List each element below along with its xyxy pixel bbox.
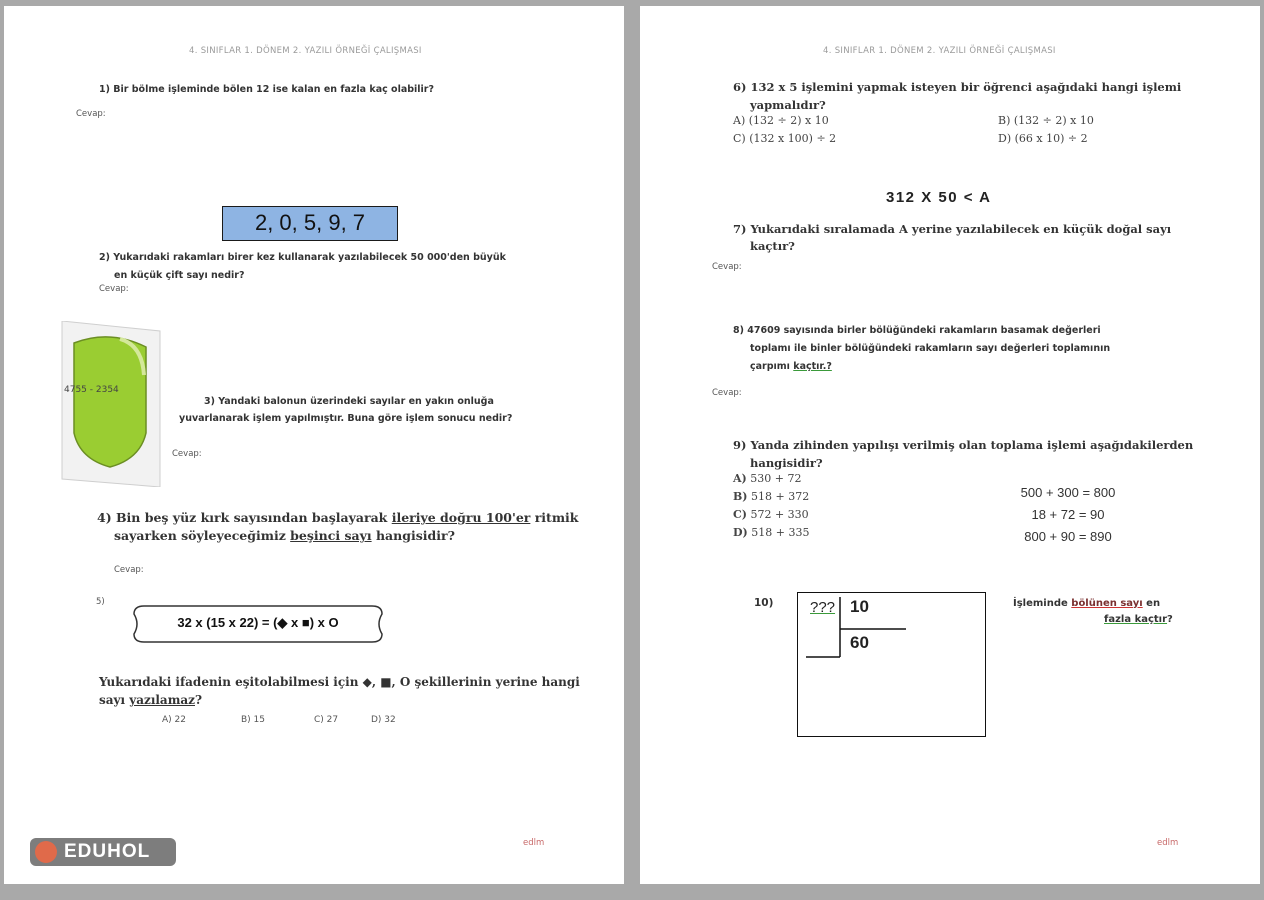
expression-text: 32 x (15 x 22) = (◆ x ■) x O bbox=[177, 615, 339, 630]
question-2-line-1: 2) Yukarıdaki rakamları birer kez kullanarak yazılabilecek 50 000'den büyük bbox=[99, 252, 506, 263]
divisor: 10 bbox=[850, 597, 869, 616]
question-5-number: 5) bbox=[96, 597, 105, 607]
logo-icon bbox=[35, 841, 57, 863]
option-d: D) 32 bbox=[371, 715, 396, 725]
question-5-line-1: Yukarıdaki ifadenin eşitolabilmesi için ◆, ■, O şekillerinin yerine hangi bbox=[99, 675, 580, 689]
question-5-line-2: sayı yazılamaz? bbox=[99, 693, 203, 707]
mental-addition-steps bbox=[988, 482, 1148, 548]
dividend: ??? bbox=[810, 599, 836, 616]
question-2-line-2: en küçük çift sayı nedir? bbox=[114, 270, 245, 281]
division-box bbox=[797, 592, 986, 737]
option-a: A) 530 + 72 bbox=[733, 472, 802, 485]
expression-frame bbox=[130, 600, 386, 648]
inequality: 312 X 50 < A bbox=[886, 189, 992, 206]
step-1: 500 + 300 = 800 bbox=[1020, 485, 1116, 500]
question-7-line-1: 7) Yukarıdaki sıralamada A yerine yazılabilecek en küçük doğal sayı bbox=[733, 222, 1172, 236]
quotient: 60 bbox=[850, 633, 869, 652]
page-header: 4. SINIFLAR 1. DÖNEM 2. YAZILI ÖRNEĞİ ÇALIŞMASI bbox=[823, 46, 1056, 56]
answer-label: Cevap: bbox=[114, 565, 144, 575]
option-b: B) (132 ÷ 2) x 10 bbox=[998, 114, 1094, 127]
answer-label: Cevap: bbox=[76, 109, 106, 119]
question-9-line-2: hangisidir? bbox=[750, 456, 823, 470]
option-d: D) 518 + 335 bbox=[733, 526, 810, 539]
question-8-line-1: 8) 47609 sayısında birler bölüğündeki rakamların basamak değerleri bbox=[733, 325, 1101, 336]
question-3-line-2: yuvarlanarak işlem yapılmıştır. Buna göre işlem sonucu nedir? bbox=[179, 413, 513, 424]
question-3-line-1: 3) Yandaki balonun üzerindeki sayılar en yakın onluğa bbox=[204, 396, 494, 407]
step-2: 18 + 72 = 90 bbox=[1031, 507, 1105, 522]
question-6-line-2: yapmalıdır? bbox=[750, 98, 826, 112]
question-10-number: 10) bbox=[754, 597, 774, 609]
option-b: B) 15 bbox=[241, 715, 265, 725]
question-1: 1) Bir bölme işleminde bölen 12 ise kalan en fazla kaç olabilir? bbox=[99, 84, 435, 95]
option-c: C) 27 bbox=[314, 715, 339, 725]
option-c: C) (132 x 100) ÷ 2 bbox=[733, 132, 837, 145]
balloon-text: 4755 - 2354 bbox=[64, 385, 119, 395]
answer-label: Cevap: bbox=[172, 449, 202, 459]
question-10-text-line-1: İşleminde bölünen sayı en bbox=[1013, 598, 1161, 609]
eduhol-logo bbox=[30, 838, 176, 866]
question-9-line-1: 9) Yanda zihinden yapılışı verilmiş olan toplama işlemi aşağıdakilerden bbox=[733, 438, 1194, 452]
option-d: D) (66 x 10) ÷ 2 bbox=[998, 132, 1088, 145]
option-a: A) (132 ÷ 2) x 10 bbox=[733, 114, 829, 127]
question-4-line-2: sayarken söyleyeceğimiz beşinci sayı hangisidir? bbox=[114, 528, 455, 543]
answer-label: Cevap: bbox=[99, 284, 129, 294]
question-7-line-2: kaçtır? bbox=[750, 239, 795, 253]
balloon-image bbox=[60, 321, 162, 487]
page-header: 4. SINIFLAR 1. DÖNEM 2. YAZILI ÖRNEĞİ ÇALIŞMASI bbox=[189, 46, 422, 56]
digits-box: 2, 0, 5, 9, 7 bbox=[222, 206, 398, 241]
document-page-right bbox=[640, 6, 1260, 884]
answer-label: Cevap: bbox=[712, 388, 742, 398]
question-10-text-line-2: fazla kaçtır? bbox=[1104, 614, 1173, 625]
document-page-left bbox=[4, 6, 624, 884]
page-footer: edlm bbox=[523, 838, 545, 848]
question-4-line-1: 4) Bin beş yüz kırk sayısından başlayarak ileriye doğru 100'er ritmik bbox=[97, 510, 579, 525]
question-8-line-3: çarpımı kaçtır.? bbox=[750, 361, 832, 372]
page-footer: edlm bbox=[1157, 838, 1179, 848]
step-3: 800 + 90 = 890 bbox=[1024, 529, 1112, 544]
option-b: B) 518 + 372 bbox=[733, 490, 810, 503]
answer-label: Cevap: bbox=[712, 262, 742, 272]
option-c: C) 572 + 330 bbox=[733, 508, 809, 521]
question-8-line-2: toplamı ile binler bölüğündeki rakamların sayı değerleri toplamının bbox=[750, 343, 1111, 354]
option-a: A) 22 bbox=[162, 715, 186, 725]
question-6-line-1: 6) 132 x 5 işlemini yapmak isteyen bir öğrenci aşağıdaki hangi işlemi bbox=[733, 80, 1182, 94]
logo-text: EDUHOL bbox=[64, 841, 151, 862]
